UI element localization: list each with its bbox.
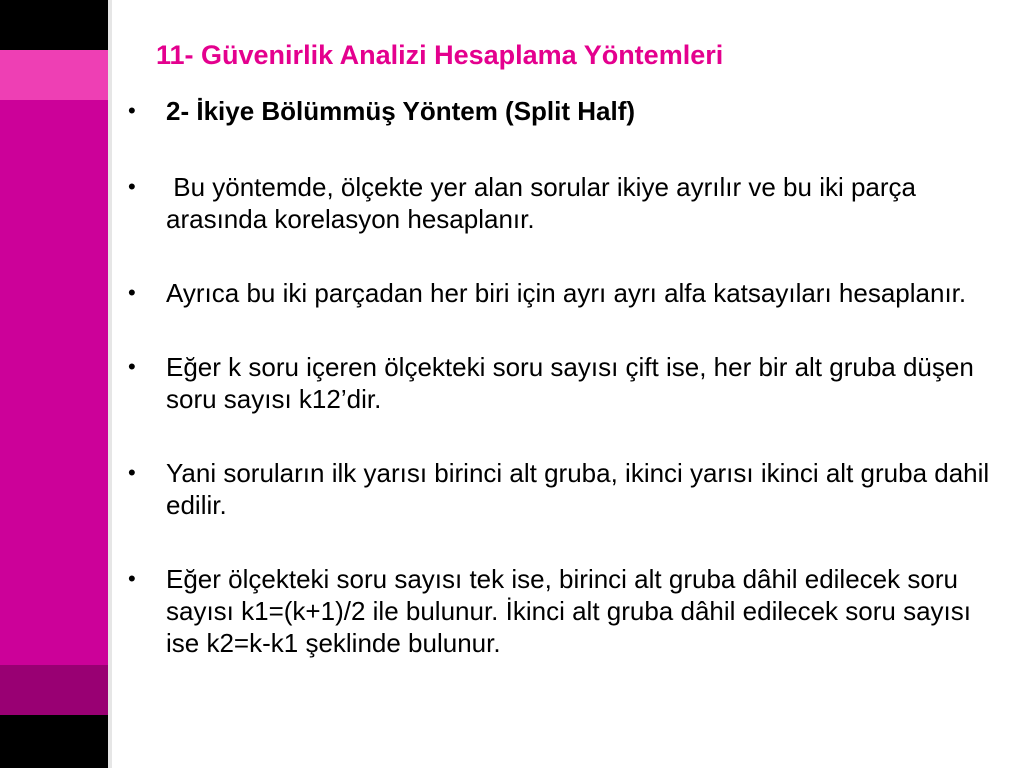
bullet-item (128, 351, 1008, 415)
bullet-text: 2- İkiye Bölümmüş Yöntem (Split Half) (166, 96, 636, 126)
sidebar-dark-magenta-block (0, 665, 110, 715)
sidebar-black-bottom-block (0, 715, 110, 768)
slide-title: 11- Güvenirlik Analizi Hesaplama Yöntemleri (156, 40, 724, 70)
sidebar-black-top-block (0, 0, 110, 50)
bullet-item (128, 563, 1008, 659)
bullet-text: Ayrıca bu iki parçadan her biri için ayrı ayrı alfa katsayıları hesaplanır. (166, 278, 967, 308)
sidebar-edge-line (108, 0, 112, 768)
sidebar-light-pink-block (0, 50, 110, 100)
bullet-text: Bu yöntemde, ölçekte yer alan sorular ikiye ayrılır ve bu iki parça arasında korelasyon hesaplanır. (166, 172, 924, 234)
bullet-item-heading (128, 95, 1008, 127)
bullet-dot-icon: • (128, 174, 136, 199)
bullet-list (128, 95, 1008, 701)
sidebar-magenta-block (0, 100, 110, 665)
bullet-item (128, 277, 1008, 309)
bullet-item (128, 457, 1008, 521)
bullet-dot-icon: • (128, 354, 136, 379)
decorative-sidebar (0, 0, 110, 768)
bullet-dot-icon: • (128, 98, 136, 123)
bullet-text: Eğer k soru içeren ölçekteki soru sayısı çift ise, her bir alt gruba düşen soru sayısı k12’dir. (166, 352, 974, 414)
bullet-dot-icon: • (128, 566, 136, 591)
bullet-text: Eğer ölçekteki soru sayısı tek ise, birinci alt gruba dâhil edilecek soru sayısı k1=(k+1)/2 ile bulunur. İkinci alt gruba dâhil edilecek soru sayısı ise k2=k-k1 şeklinde bulunur. (166, 564, 971, 658)
bullet-item (128, 171, 1008, 235)
bullet-dot-icon: • (128, 460, 136, 485)
bullet-text: Yani soruların ilk yarısı birinci alt gruba, ikinci yarısı ikinci alt gruba dahil edilir. (166, 458, 990, 520)
bullet-dot-icon: • (128, 280, 136, 305)
